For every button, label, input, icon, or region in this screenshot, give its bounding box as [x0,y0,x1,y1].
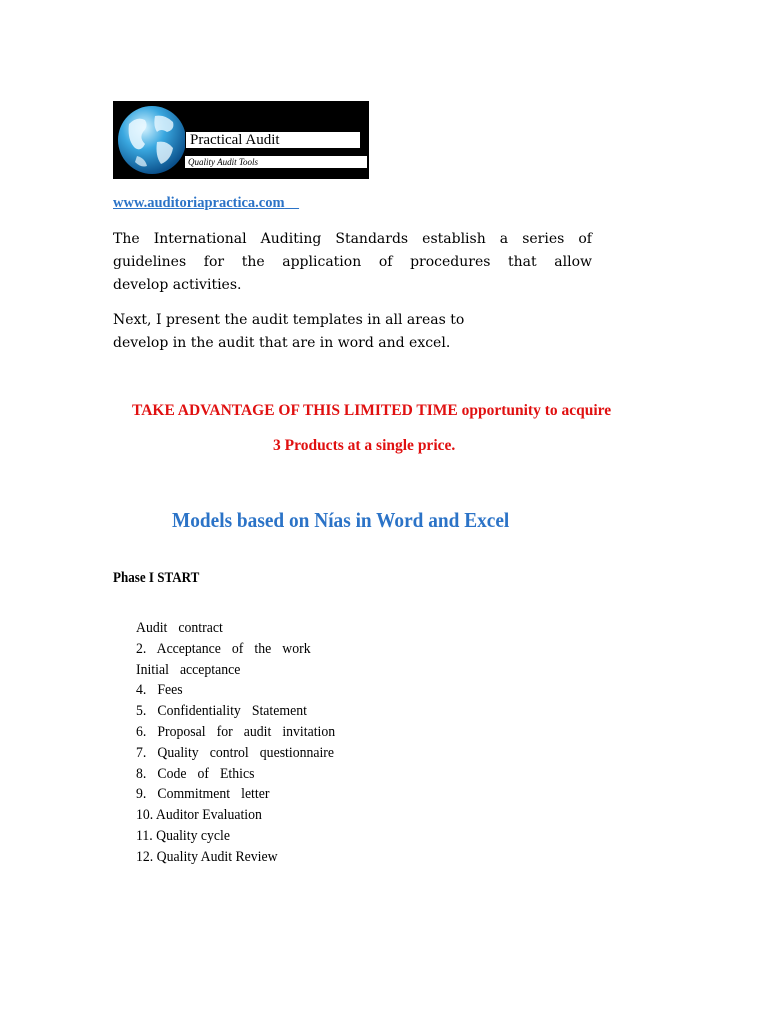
intro-line-2: guidelines for the application of procedures that allow [113,254,592,270]
intro-line-3: develop activities. [113,277,242,293]
models-heading: Models based on Nías in Word and Excel [172,508,510,532]
logo-banner [113,101,369,179]
website-link-text: www.auditoriapractica.com [113,195,285,211]
next-line-2: develop in the audit that are in word and excel. [113,335,451,351]
list-item: 8. Code of Ethics [136,765,255,782]
phase-item-list [136,618,346,868]
list-item: 5. Confidentiality Statement [136,703,307,720]
list-item: 11. Quality cycle [136,827,230,844]
promo-line-2: 3 Products at a single price. [273,437,456,454]
list-item: Audit contract [136,620,223,636]
logo-tagline: Quality Audit Tools [185,156,367,168]
intro-paragraph [113,228,592,297]
list-item: 9. Commitment letter [136,786,270,803]
list-item: Initial acceptance [136,661,241,678]
logo-title: Practical Audit [185,131,361,149]
list-item: 2. Acceptance of the work [136,640,311,657]
list-item: 12. Quality Audit Review [136,848,278,865]
list-item: 4. Fees [136,682,183,699]
list-item: 7. Quality control questionnaire [136,744,335,761]
phase-heading: Phase I START [113,570,200,586]
promo-line-1: TAKE ADVANTAGE OF THIS LIMITED TIME opportunity to acquire [132,402,612,419]
next-paragraph [113,309,593,355]
list-item: 10. Auditor Evaluation [136,807,262,824]
website-link[interactable] [113,195,299,212]
next-line-1: Next, I present the audit templates in all areas to [113,312,465,328]
globe-icon [115,104,189,176]
list-item: 6. Proposal for audit invitation [136,723,336,740]
intro-line-1: The International Auditing Standards establish a series of [113,231,592,247]
